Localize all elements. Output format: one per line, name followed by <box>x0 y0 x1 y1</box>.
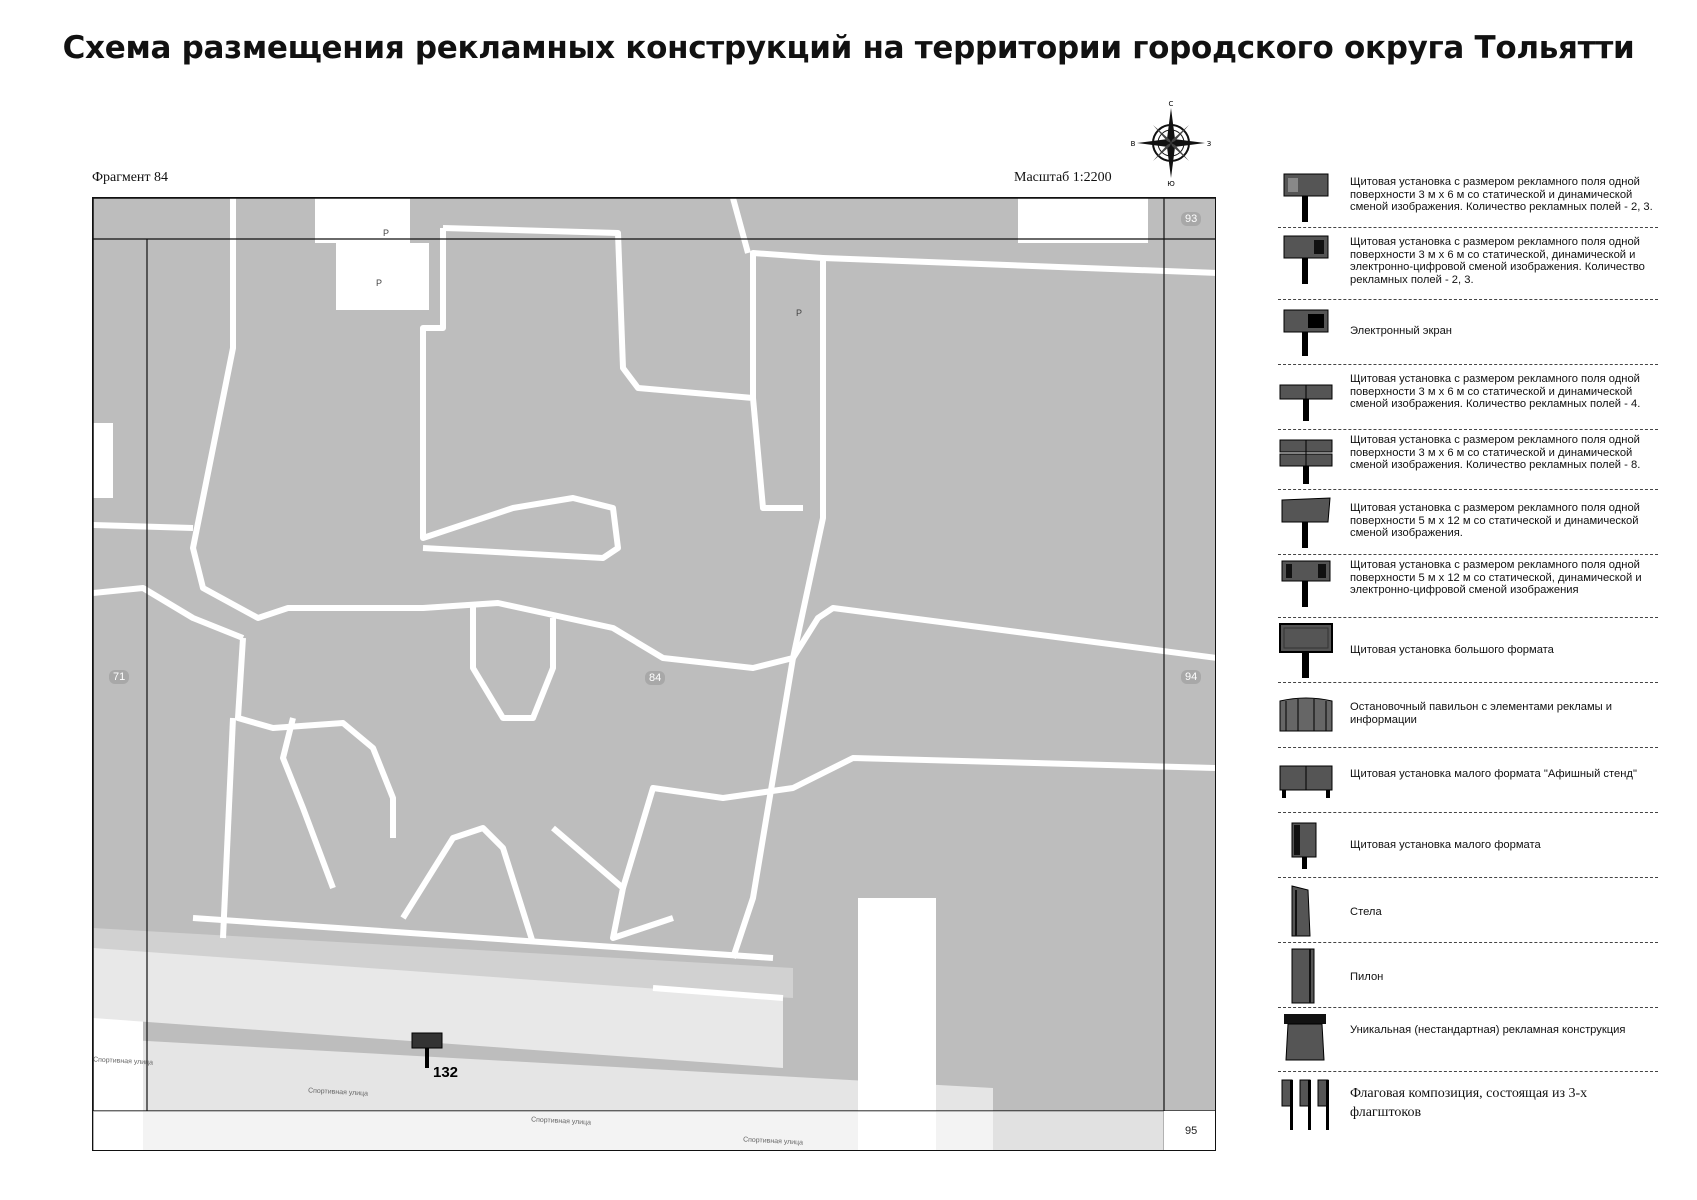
parking-label: P <box>383 228 390 238</box>
stele-icon <box>1278 882 1334 938</box>
marker-number: 132 <box>433 1064 459 1081</box>
billboard-3x6-digital-icon <box>1278 232 1334 286</box>
legend-item <box>1278 943 1658 1008</box>
electronic-screen-icon <box>1278 304 1334 358</box>
legend-item <box>1278 813 1658 878</box>
fragment-71-label[interactable]: 71 <box>109 670 129 684</box>
legend-item <box>1278 490 1658 555</box>
compass-north: С <box>1168 100 1174 108</box>
legend-text: Электронный экран <box>1350 325 1452 337</box>
legend-item <box>1278 430 1658 490</box>
legend-item <box>1278 878 1658 943</box>
street-label: Спортивная улица <box>530 1116 592 1127</box>
legend-item <box>1278 365 1658 430</box>
legend-item <box>1278 683 1658 748</box>
legend-item <box>1278 748 1658 813</box>
page-title: Схема размещения рекламных конструкций на территории городского округа Тольятти <box>62 30 1635 66</box>
bus-stop-pavilion-icon <box>1278 687 1334 737</box>
legend-item <box>1278 1008 1658 1072</box>
street-label: Спортивная улица <box>742 1136 804 1147</box>
poster-stand-icon <box>1278 752 1334 802</box>
compass-east: З <box>1206 140 1211 148</box>
flag-composition-icon <box>1278 1076 1334 1132</box>
scale-label: Масштаб 1:2200 <box>1014 170 1112 185</box>
legend-item <box>1278 1072 1658 1138</box>
legend-text: Щитовая установка малого формата "Афишный стенд" <box>1350 768 1637 780</box>
building <box>315 198 410 243</box>
legend-text: Щитовая установка с размером рекламного поля одной поверхности 5 м х 12 м со статической, динамической и электронно-цифровой сменой изображения <box>1350 559 1642 597</box>
compass-west: В <box>1131 140 1136 148</box>
compass-rose-icon <box>1131 100 1211 186</box>
legend-item <box>1278 618 1658 683</box>
street-label: Спортивная улица <box>307 1087 369 1098</box>
legend-item <box>1278 555 1658 618</box>
legend-text: Уникальная (нестандартная) рекламная конструкция <box>1350 1024 1626 1036</box>
small-format-billboard-icon <box>1278 817 1334 871</box>
parking-label: P <box>376 278 383 288</box>
fragment-95-label[interactable]: 95 <box>1185 1125 1198 1137</box>
large-format-billboard-icon <box>1278 622 1334 680</box>
map-fragment[interactable] <box>92 197 1216 1151</box>
legend-text: Флаговая композиция, состоящая из 3-х флагштоков <box>1350 1086 1588 1120</box>
legend <box>1278 168 1658 1138</box>
parking-area <box>336 243 429 310</box>
fragment-94-label[interactable]: 94 <box>1181 670 1201 684</box>
fragment-93-label[interactable]: 93 <box>1181 212 1201 226</box>
legend-item <box>1278 228 1658 300</box>
building <box>1018 198 1148 243</box>
street-label: Спортивная улица <box>92 1056 154 1067</box>
legend-text: Пилон <box>1350 971 1384 983</box>
legend-text: Щитовая установка с размером рекламного поля одной поверхности 3 м х 6 м со статической и динамической сменой изображения. Количество рекламных полей - 8. <box>1350 434 1641 472</box>
billboard-8-fields-icon <box>1278 434 1334 486</box>
legend-text: Щитовая установка с размером рекламного поля одной поверхности 3 м х 6 м со статической и динамической сменой изображения. Количество рекламных полей - 4. <box>1350 373 1641 411</box>
legend-text: Стела <box>1350 906 1382 918</box>
building <box>93 423 113 498</box>
legend-item <box>1278 168 1658 228</box>
billboard-3x6-icon <box>1278 172 1334 224</box>
billboard-5x12-digital-icon <box>1278 559 1334 609</box>
parking-label: P <box>796 308 803 318</box>
billboard-5x12-icon <box>1278 494 1334 550</box>
legend-text: Щитовая установка с размером рекламного поля одной поверхности 3 м х 6 м со статической и динамической сменой изображения. Количество рекламных полей - 2, 3. <box>1350 176 1653 214</box>
legend-text: Щитовая установка малого формата <box>1350 839 1541 851</box>
legend-text: Щитовая установка с размером рекламного поля одной поверхности 5 м х 12 м со статической и динамической сменой изображения. <box>1350 502 1640 540</box>
legend-text: Щитовая установка с размером рекламного поля одной поверхности 3 м х 6 м со статической, динамической и электронно-цифровой сменой изображения. Количество рекламных полей - 2, 3. <box>1350 236 1645 286</box>
billboard-4-fields-icon <box>1278 369 1334 423</box>
legend-text: Щитовая установка большого формата <box>1350 644 1554 656</box>
unique-structure-icon <box>1278 1012 1334 1064</box>
pylon-icon <box>1278 947 1334 1005</box>
legend-text: Остановочный павильон с элементами рекламы и информации <box>1350 701 1613 726</box>
compass-south: Ю <box>1167 180 1175 186</box>
fragment-84-label: 84 <box>645 671 665 685</box>
legend-item <box>1278 300 1658 365</box>
fragment-label: Фрагмент 84 <box>92 170 169 185</box>
